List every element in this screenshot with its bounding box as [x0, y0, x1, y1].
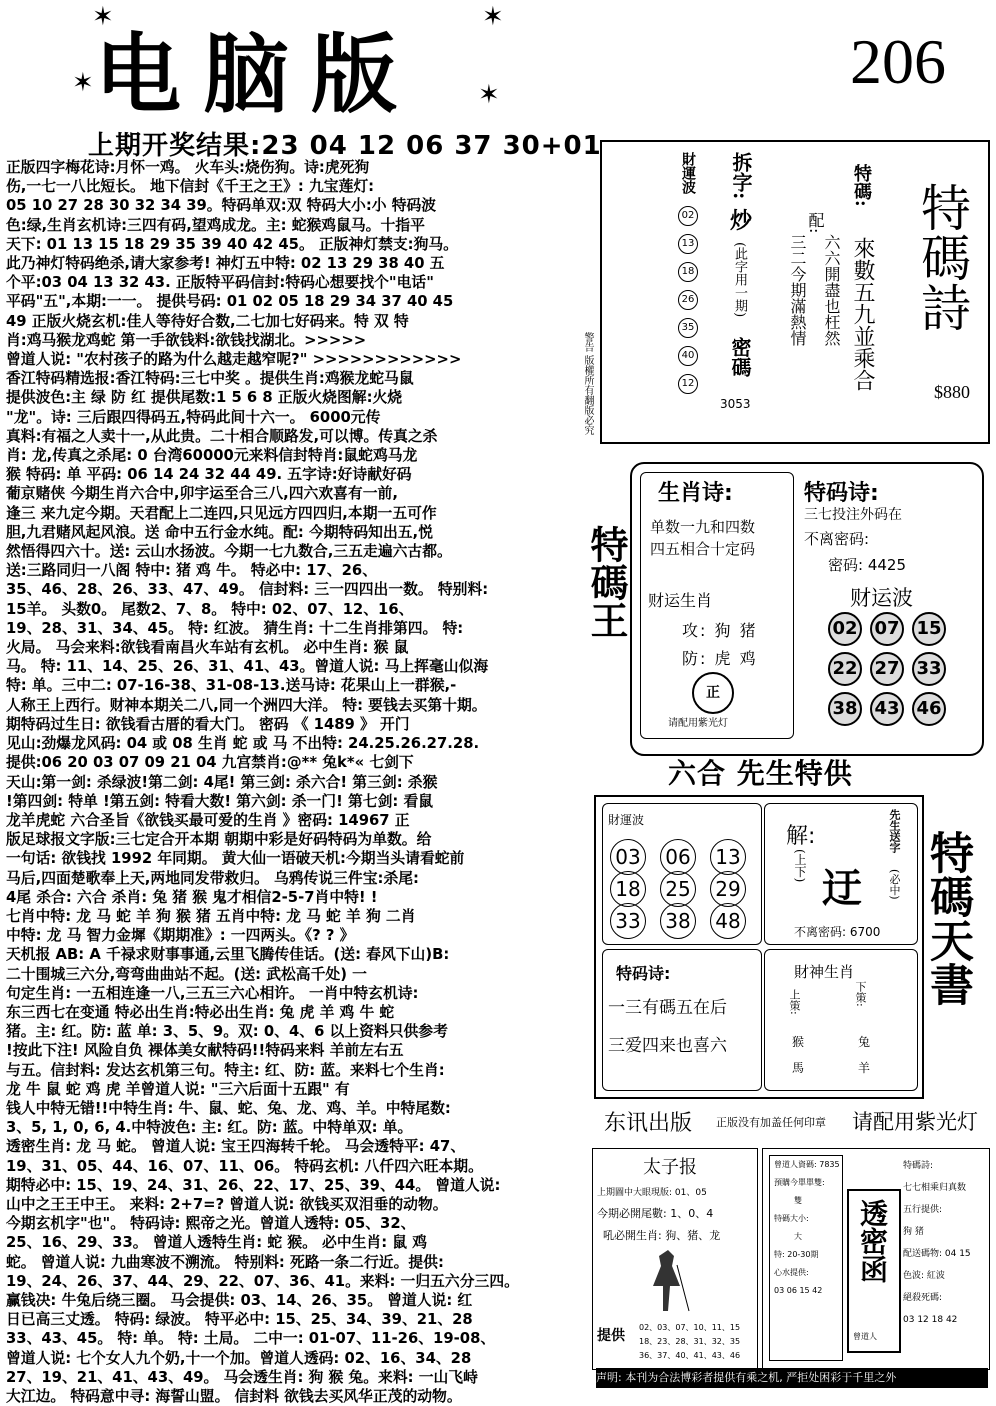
number-ball: 27 — [870, 652, 904, 686]
body-line: 个平:03 04 13 32 43. 正版特平码信封:特码心想要找个"电话" — [6, 274, 434, 292]
taizi-provide-label: 提供 — [597, 1328, 625, 1344]
body-line: 火局。 马会来料:欲钱看南昌火车站有玄机。 必中生肖: 猴 鼠 — [6, 639, 409, 657]
article-body — [6, 158, 578, 1406]
bizhong-label: (必中) — [888, 869, 901, 900]
number-ball: 33 — [912, 652, 946, 686]
tema-line3: 密码: 4425 — [828, 556, 906, 574]
body-line: 天下: 01 13 15 18 29 35 39 40 42 45。 正版神灯禁支:狗马。 — [6, 235, 458, 253]
toumi-right-item: 配送碼物: 04 15 — [903, 1249, 971, 1259]
number-ball: 13 — [710, 839, 746, 875]
publisher-name: 东讯出版 — [604, 1111, 693, 1136]
down-zodiac-2: 羊 — [858, 1061, 871, 1075]
body-line: 19、28、31、34、45。 特: 红波。 猜生肖: 十二生肖排第四。 特: — [6, 619, 464, 637]
body-line: 49 正版火烧玄机:佳人等待好合数,二七加七好码来。特 双 特 — [6, 312, 409, 330]
shengxiao-title: 生肖诗: — [658, 481, 733, 506]
body-line: 版足球报文字版:三七定合开本期 朝期中彩是好码特码为单数。给 — [6, 831, 432, 849]
body-line: 伤,一七一八比短长。 地下信封《千王之王》: 九宝莲灯: — [6, 178, 375, 196]
king-box — [630, 462, 984, 756]
number-ball: 48 — [710, 903, 746, 939]
shengxiao-line1: 单数一九和四数 — [650, 518, 756, 536]
number-ball: 07 — [870, 612, 904, 646]
toumi-item: 心水提供: — [774, 1268, 809, 1277]
tema-text: 來數五九並乘合 — [850, 237, 875, 391]
star-icon: ✶ — [482, 2, 504, 32]
body-line: 葡京赌侠 今期生肖六合中,卯宇运至合三八,四六欢喜有一前, — [6, 485, 398, 503]
taizi-line1: 上期圖中大眼現版: 01、05 — [597, 1188, 707, 1198]
toumi-item: 03 06 15 42 — [774, 1286, 823, 1295]
liuhe-title: 六合 先生特供 — [668, 757, 853, 790]
publisher-lamp: 请配用紫光灯 — [852, 1110, 978, 1134]
liuhe-side-title: 特碼天書 — [922, 830, 973, 1006]
star-icon: ✶ — [72, 68, 94, 98]
liuhe-poem-line2: 三爱四来也喜六 — [608, 1036, 727, 1056]
toumi-item: 雙 — [794, 1196, 802, 1205]
body-line: 期特必中: 15、19、24、31、26、22、17、25、39、44。 曾道人说: — [6, 1176, 501, 1194]
toumi-right-item: 七七相乘归真数 — [903, 1183, 967, 1193]
jie-label: 解: — [786, 824, 816, 849]
body-line: !第四剑: 特单 !第五剑: 特看大数! 第六剑: 杀一门! 第七剑: 看鼠 — [6, 792, 434, 810]
number-ball: 29 — [710, 871, 746, 907]
body-line: 然悟得四六十。送: 云山水扬波。今期一七九数合,三五走遍六古都。 — [6, 543, 452, 561]
number-ball: 02 — [828, 612, 862, 646]
tema-label: 特碼: — [851, 164, 872, 207]
body-line: 龙羊虎蛇 六合圣旨《欲钱买最可爱的生肖 》密码: 14967 正 — [6, 811, 410, 829]
number-ball: 40 — [678, 346, 698, 366]
stamp-icon: 正 — [692, 672, 734, 714]
body-line: 逢三 来九定今期。天君配上二连四,只见远方四四归,本期一五可作 — [6, 504, 437, 522]
body-line: 此乃神灯特码绝杀,请大家参考! 神灯五中特: 02 13 29 38 40 五 — [6, 255, 445, 273]
body-line: 大江边。 特码意中寻: 海誓山盟。 信封料 欲钱去买风华正茂的动物。 — [6, 1388, 462, 1405]
body-line: 二十围城三六分,弯弯曲曲站不起。(送: 武松高千处) 一 — [6, 965, 367, 983]
toumi-right-item: 絕殺死碼: — [903, 1293, 943, 1303]
pei-label: 配: — [806, 212, 825, 234]
toumi-right-item: 五行提供: — [903, 1205, 943, 1215]
toumi-right-item: 色波: 紅波 — [903, 1271, 945, 1281]
number-ball: 43 — [870, 692, 904, 726]
toumi-item: 特: 20-30期 — [774, 1250, 819, 1259]
body-line: 马后,四面楚歌奉上天,两地同发带救归。 乌鸦传说三件宝:杀尾: — [6, 869, 419, 887]
body-line: 特: 单。三中二: 07-16-38、31-08-13.送马诗: 花果山上一群猴,- — [6, 677, 457, 695]
number-ball: 33 — [610, 903, 646, 939]
shengxiao-line2: 四五相合十定码 — [650, 540, 756, 558]
body-line: 日已高三丈透。 特码: 绿波。 特平必中: 15、25、34、39、21、28 — [6, 1311, 473, 1329]
body-line: 真料:有福之人卖十一,从此贵。二十相合顺路发,可以博。传真之杀 — [6, 427, 438, 445]
body-line: 25、16、29、33。 曾道人透特生肖: 蛇 猴。 必中生肖: 鼠 鸡 — [6, 1234, 428, 1252]
body-line: 肖: 龙,传真之杀尾: 0 台湾60000元来料信封特肖:鼠蛇鸡马龙 — [6, 447, 418, 465]
liuhe-caiyun-label: 財運波 — [608, 813, 645, 827]
body-line: 蛇。 曾道人说: 九曲寒波不溯流。 特别料: 死路一条二行近。提供: — [6, 1253, 444, 1271]
body-line: 送:三路同归一八阁 特中: 猪 鸡 牛。 特必中: 17、26、 — [6, 562, 377, 580]
body-line: 一句话: 欲钱找 1992 年同期。 黄大仙一语破天机:今期当头请看蛇前 — [6, 850, 465, 868]
toumi-seal — [847, 1189, 901, 1353]
body-line: 香江特码精选报:香江特码:三七中奖 。提供生肖:鸡猴龙蛇马鼠 — [6, 370, 414, 388]
body-line: 龙 牛 鼠 蛇 鸡 虎 羊曾道人说: "三六后面十五跟" 有 — [6, 1080, 350, 1098]
toumi-box — [762, 1148, 990, 1370]
body-line: 19、24、26、37、44、29、22、07、36、41。来料: 一归五六分三四。 — [6, 1272, 519, 1290]
liuhe-poem-title: 特码诗: — [616, 964, 671, 983]
up-label: 上策: — [788, 989, 801, 1015]
toumi-right-item: 狗 猪 — [903, 1227, 924, 1237]
body-line: 猴 特码: 单 平码: 06 14 24 32 44 49. 五字诗:好诗献好码 — [6, 466, 412, 484]
number-ball: 03 — [610, 839, 646, 875]
pei-text2: 三二今期滿熱情 — [788, 234, 807, 346]
king-side-title: 特碼王 — [584, 525, 629, 639]
chaizi-char: 炒 — [730, 209, 753, 234]
taizi-provide-row: 18、23、28、31、32、35 — [639, 1337, 741, 1346]
poem-price: $880 — [934, 382, 970, 402]
liuhe-poem-line1: 一三有碼五在后 — [608, 998, 727, 1018]
down-zodiac-1: 兔 — [858, 1035, 871, 1049]
toumi-item: 大 — [794, 1232, 802, 1241]
body-line: 中特: 龙 马 智力金墀《期期准》: 一四两头。《? ? 》 — [6, 927, 355, 945]
number-ball: 38 — [828, 692, 862, 726]
toumi-seal-main: 透密函 — [856, 1199, 889, 1283]
body-line: 提供:06 20 03 07 09 21 04 九宫禁肖:@** 兔k*« 七剑下 — [6, 754, 414, 772]
number-ball: 22 — [828, 652, 862, 686]
taizi-figure — [643, 1245, 693, 1315]
number-ball: 02 — [678, 206, 698, 226]
result-numbers: 23 04 12 06 37 30+01 — [261, 131, 602, 161]
body-line: 马。 特: 11、14、25、26、31、41、43。曾道人说: 马上挥毫山似海 — [6, 658, 489, 676]
warning-text: 警告 版權所有翻版必究 — [582, 332, 593, 436]
body-line: 天机报 AB: A 千禄求财事事通,云里飞腾传佳话。(送: 春风下山)B: — [6, 946, 450, 964]
body-line: 35、46、28、26、33、47、49。 信封料: 三一四四出一数。 特别料: — [6, 581, 489, 599]
body-line: 提供波色:主 绿 防 红 提供尾数:1 5 6 8 正版火烧图解:火烧 — [6, 389, 403, 407]
taizi-line2: 今期必開尾數: 1、0、4 — [597, 1207, 714, 1220]
toumi-left-panel — [769, 1155, 843, 1361]
body-line: 3、5, 1, 0, 6, 4.中特波色: 主: 红。防: 蓝。中特单双: 单。 — [6, 1119, 413, 1137]
jie-sub: (上下) — [793, 849, 807, 883]
caiyun-shengxiao-title: 财运生肖 — [648, 591, 713, 610]
taizi-box — [592, 1148, 758, 1370]
taizi-title: 太子报 — [643, 1157, 697, 1178]
number-ball: 18 — [610, 871, 646, 907]
body-line: 句定生肖: 一五相连逢一八,三五三六心相许。 一肖中特玄机诗: — [6, 984, 419, 1002]
number-ball: 35 — [678, 318, 698, 338]
number-ball: 06 — [660, 839, 696, 875]
number-ball: 26 — [678, 290, 698, 310]
issue-number: 206 — [850, 26, 946, 97]
wave-title: 财运波 — [850, 586, 913, 610]
number-ball: 46 — [912, 692, 946, 726]
body-line: "龙"。诗: 三后跟四得码五,特码此间十六一。 6000元传 — [6, 408, 381, 426]
chaizi-label: 拆字: — [729, 152, 753, 200]
attack-zodiac: 攻: 狗 猪 — [682, 621, 758, 640]
down-label: 下策: — [854, 981, 867, 1007]
number-ball: 38 — [660, 903, 696, 939]
poem-box — [582, 140, 990, 444]
taizi-provide-rows — [639, 1321, 740, 1363]
tema-poem-title: 特码诗: — [804, 481, 879, 506]
up-zodiac-1: 猴 — [792, 1035, 805, 1049]
body-line: 15羊。 头数0。 尾数2、7、8。 特中: 02、07、12、16、 — [6, 600, 414, 618]
taizi-provide-row: 36、37、40、41、43、46 — [639, 1351, 741, 1360]
number-ball: 12 — [678, 374, 698, 394]
liuhe-box — [594, 795, 924, 1099]
buli-code: 不离密码: 6700 — [794, 925, 881, 939]
last-result — [88, 125, 602, 162]
number-ball: 15 — [912, 612, 946, 646]
number-ball: 13 — [678, 234, 698, 254]
defend-zodiac: 防: 虎 鸡 — [682, 649, 758, 668]
body-line: 27、19、21、41、43、49。 马会透生肖: 狗 猴 兔。来料: 一山飞峙 — [6, 1368, 478, 1386]
toumi-item: 預購今單單雙: — [774, 1178, 825, 1187]
body-line: 人称王上西行。财神本期关二八,同一个洲四大洋。 特: 要钱去买第十期。 — [6, 696, 487, 714]
number-ball: 18 — [678, 262, 698, 282]
body-line: 赢钱决: 牛兔后绕三圈。 马会提供: 03、14、26、35。 曾道人说: 红 — [6, 1291, 473, 1309]
tema-line2: 不离密码: — [804, 530, 870, 548]
number-ball: 25 — [660, 871, 696, 907]
body-line: 七肖中特: 龙 马 蛇 羊 狗 猴 猪 五肖中特: 龙 马 蛇 羊 狗 二肖 — [6, 907, 416, 925]
toumi-seal-sub: 曾道人 — [853, 1332, 877, 1341]
taizi-line3: 吼必開生肖: 狗、猪、龙 — [603, 1229, 721, 1242]
body-line: 期特码过生日: 欲钱看古厝的看大门。 密码 《 1489 》 开门 — [6, 715, 410, 733]
chaizi-note: (此字用一期) — [732, 242, 747, 318]
pei-text: 六六開盡也枉然 — [822, 234, 841, 346]
body-line: 平码"五",本期:一一。 提供号码: 01 02 05 18 29 34 37 40 45 — [6, 293, 454, 311]
body-line: 今期玄机字"也"。 特码诗: 熙帝之光。曾道人透特: 05、32、 — [6, 1215, 416, 1233]
xiansheng-label: 先生送字 — [888, 809, 901, 853]
body-line: 19、31、05、44、16、07、11、06。 特码玄机: 八仟四六旺本期。 — [6, 1157, 483, 1175]
star-icon: ✶ — [478, 80, 500, 110]
footer-disclaimer: 声明: 本刊为合法博彩者提供有乘之机, 严拒处困彩于千里之外 — [596, 1368, 988, 1388]
toumi-item: 特碼大小: — [774, 1214, 809, 1223]
toumi-right-item: 特碼詩: — [903, 1161, 934, 1171]
mima-label: 密碼 — [728, 337, 752, 377]
body-line: 曾道人说: "农村孩子的路为什么越走越窄呢?" >>>>>>>>>>>> — [6, 351, 462, 369]
body-line: 天山:第一剑: 杀绿波!第二剑: 4尾! 第三剑: 杀六合! 第三剑: 杀猴 — [6, 773, 438, 791]
body-line: 猪。主: 红。防: 蓝 单: 3、5、9。双: 0、4、6 以上资料只供参考 — [6, 1023, 448, 1041]
body-line: 肖:鸡马猴龙鸡蛇 第一手欲钱料:欲钱找湖北。>>>>> — [6, 331, 367, 349]
caiyun-label: 財運波 — [680, 152, 696, 194]
publisher-note: 正版没有加盖任何印章 — [716, 1116, 826, 1129]
poem-code: 3053 — [720, 397, 751, 411]
body-line: 见山:劲爆龙风码: 04 或 08 生肖 蛇 或 马 不出特: 24.25.26.27.28. — [6, 735, 480, 753]
body-line: 曾道人说: 七个女人九个奶,十一个加。曾道人透码: 02、16、34、28 — [6, 1349, 472, 1367]
poem-box-title: 特碼詩 — [913, 182, 971, 332]
page-title: 电脑版 — [95, 24, 419, 125]
body-line: 33、43、45。 特: 单。 特: 土局。 二中一: 01-07、11-26、19-08、 — [6, 1330, 496, 1348]
body-line: 胆,九君赌风起风浪。送 命中五行金水纯。配: 今期特码知出五,悦 — [6, 523, 433, 541]
caishen-title: 財神生肖 — [794, 963, 855, 981]
toumi-right-item: 03 12 18 42 — [903, 1315, 958, 1325]
body-line: !按此下注! 风险自负 裸体美女献特码!!特码来料 羊前左右五 — [6, 1042, 404, 1060]
body-line: 色:绿,生肖玄机诗:三四有码,望鸡成龙。主: 蛇猴鸡鼠马。十指平 — [6, 216, 425, 234]
star-icon: ✶ — [92, 2, 114, 32]
body-line: 透密生肖: 龙 马 蛇。 曾道人说: 宝王四海转千轮。 马会透特平: 47、 — [6, 1138, 466, 1156]
body-line: 东三西七在变通 特必出生肖:特必出生肖: 兔 虎 羊 鸡 牛 蛇 — [6, 1003, 395, 1021]
body-line: 4尾 杀合: 六合 杀肖: 兔 猪 猴 鬼才相信2-5-7肖中特! ! — [6, 888, 378, 906]
jie-char: 迂 — [822, 866, 862, 912]
body-line: 正版四字梅花诗:月怀一鸡。 火车头:烧伤狗。诗:虎死狗 — [6, 159, 370, 176]
result-label: 上期开奖结果: — [88, 131, 262, 161]
body-line: 钱人中特无错!!中特生肖: 牛、鼠、蛇、兔、龙、鸡、羊。中特尾数: — [6, 1099, 451, 1117]
body-line: 与五。信封料: 发达玄机第三句。特主: 红、防: 蓝。来料七个生肖: — [6, 1061, 445, 1079]
toumi-item: 曾道人資碼: 7835 — [774, 1160, 840, 1169]
body-line: 05 10 27 28 30 32 34 39。特码单双:双 特码大小:小 特码波 — [6, 197, 437, 215]
tema-line1: 三七投注外码在 — [804, 507, 902, 523]
toumi-right-panel — [903, 1155, 985, 1331]
up-zodiac-2: 馬 — [792, 1061, 805, 1075]
taizi-provide-row: 02、03、07、10、11、15 — [639, 1323, 741, 1332]
lamp-note: 请配用紫光灯 — [668, 718, 728, 729]
body-line: 山中之王王中王。 来料: 2+7=? 曾道人说: 欲钱买双泪垂的动物。 — [6, 1195, 448, 1213]
